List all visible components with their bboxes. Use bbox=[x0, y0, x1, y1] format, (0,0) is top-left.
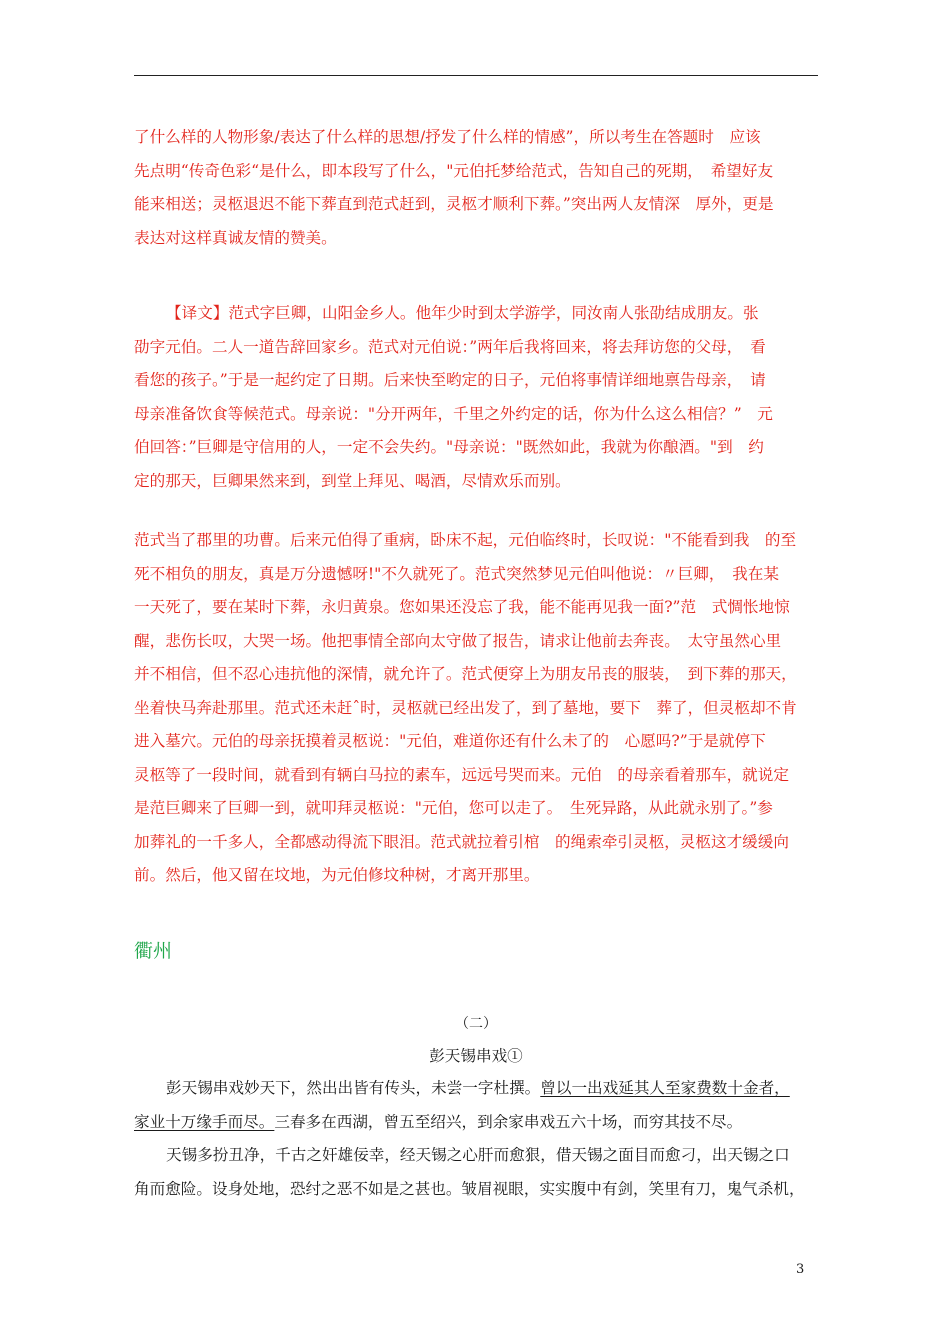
translation-line: 劭字元伯。二人一道告辞回家乡。范式对元伯说：”两年后我将回来，将去拜访您的父母， 看 bbox=[134, 337, 766, 356]
text-line: 天锡多扮丑净，千古之奸雄佞幸，经天锡之心肝而愈狠，借天锡之面目而愈刁，出天锡之口 bbox=[166, 1146, 790, 1164]
text-line: 家业十万缘手而尽。三春多在西湖，曾五至绍兴，到余家串戏五六十场，而穷其技不尽。 bbox=[134, 1112, 743, 1131]
translation-line: 母亲准备饮食等候范式。母亲说："分开两年，千里之外约定的话，你为什么这么相信？” 元 bbox=[134, 404, 773, 423]
underlined-sentence: 曾以一出戏延其人至家费数十金者， bbox=[540, 1079, 790, 1097]
commentary-line: 先点明“传奇色彩“是什么，即本段写了什么，"元伯托梦给范式，告知自己的死期， 希望好友 bbox=[134, 161, 774, 180]
header-rule bbox=[134, 75, 818, 76]
section-title: 彭天锡串戏① bbox=[429, 1047, 523, 1065]
translation-line: 醒，悲伤长叹，大哭一场。他把事情全部向太守做了报告，请求让他前去奔丧。 太守虽然心里 bbox=[134, 631, 782, 650]
translation-line: 定的那天，巨卿果然来到，到堂上拜见、喝酒，尽情欢乐而别。 bbox=[134, 471, 571, 490]
translation-tag: 【译文】 bbox=[166, 304, 229, 322]
section-number: （二） bbox=[455, 1016, 497, 1032]
translation-line: 前。然后，他又留在坟地，为元伯修坟种树，才离开那里。 bbox=[134, 866, 540, 884]
translation-line: 一天死了，要在某时下葬，永归黄泉。您如果还没忘了我，能不能再见我一面?”范 式惆怅地惊 bbox=[134, 598, 790, 616]
text-line: 角而愈险。设身处地，恐纣之恶不如是之甚也。皱眉视眼，实实腹中有剑，笑里有刀，鬼气杀机， bbox=[134, 1179, 805, 1198]
translation-line: 死不相负的朋友，真是万分遗憾呀!"不久就死了。范式突然梦见元伯叫他说：〃巨卿， 我在某 bbox=[134, 564, 779, 583]
translation-line: 【译文】范式字巨卿，山阳金乡人。他年少时到太学游学，同汝南人张劭结成朋友。张 bbox=[166, 304, 759, 322]
translation-paragraph-2 bbox=[134, 524, 818, 893]
commentary-line: 能来相送；灵柩退迟不能下葬直到范式赶到，灵柩才顺利下葬。”突出两人友情深 厚外，更是 bbox=[134, 195, 774, 213]
translation-line: 范式当了郡里的功曹。后来元伯得了重病，卧床不起，元伯临终时，长叹说："不能看到我 的至 bbox=[134, 531, 797, 549]
translation-line: 是范巨卿来了巨卿一到，就叩拜灵柩说："元伯，您可以走了。 生死异路，从此就永别了。”参 bbox=[134, 799, 773, 817]
translation-line: 坐着快马奔赴那里。范式还未赶ˆ时，灵柩就已经出发了，到了墓地，要下 葬了，但灵柩却不肯 bbox=[134, 698, 797, 717]
translation-line: 伯回答：”巨卿是守信用的人，一定不会失约。"母亲说："既然如此，我就为你酿酒。"到 约 bbox=[134, 438, 764, 456]
commentary-line: 了什么样的人物形象/表达了什么样的思想/抒发了什么样的情感”，所以考生在答题时 应该 bbox=[134, 128, 761, 146]
underlined-sentence: 家业十万缘手而尽。 bbox=[134, 1112, 275, 1131]
translation-line: 并不相信，但不忍心违抗他的深情，就允许了。范式便穿上为朋友吊丧的服装， 到下葬的那天， bbox=[134, 665, 797, 683]
classical-text bbox=[134, 1072, 818, 1206]
text-line: 彭天锡串戏妙天下，然出出皆有传头，未尝一字杜撰。曾以一出戏延其人至家费数十金者， bbox=[166, 1079, 790, 1097]
commentary-line: 表达对这样真诚友情的赞美。 bbox=[134, 228, 337, 247]
translation-line: 加葬礼的一千多人，全都感动得流下眼泪。范式就拉着引棺 的绳索牵引灵柩，灵柩这才缓缓向 bbox=[134, 832, 789, 851]
translation-paragraph-1 bbox=[134, 297, 818, 498]
commentary-paragraph bbox=[134, 121, 818, 255]
translation-line: 灵柩等了一段时间，就看到有辆白马拉的素车，远远号哭而来。元伯 的母亲看着那车，就说定 bbox=[134, 765, 789, 784]
city-heading: 衢州 bbox=[134, 940, 173, 962]
page-number: 3 bbox=[796, 1262, 805, 1277]
translation-line: 看您的孩子。”于是一起约定了日期。后来快至哟定的日子，元伯将事情详细地禀告母亲， 请 bbox=[134, 371, 766, 389]
translation-line: 进入墓穴。元伯的母亲抚摸着灵柩说："元伯，难道你还有什么未了的 心愿吗?”于是就停下 bbox=[134, 732, 766, 750]
